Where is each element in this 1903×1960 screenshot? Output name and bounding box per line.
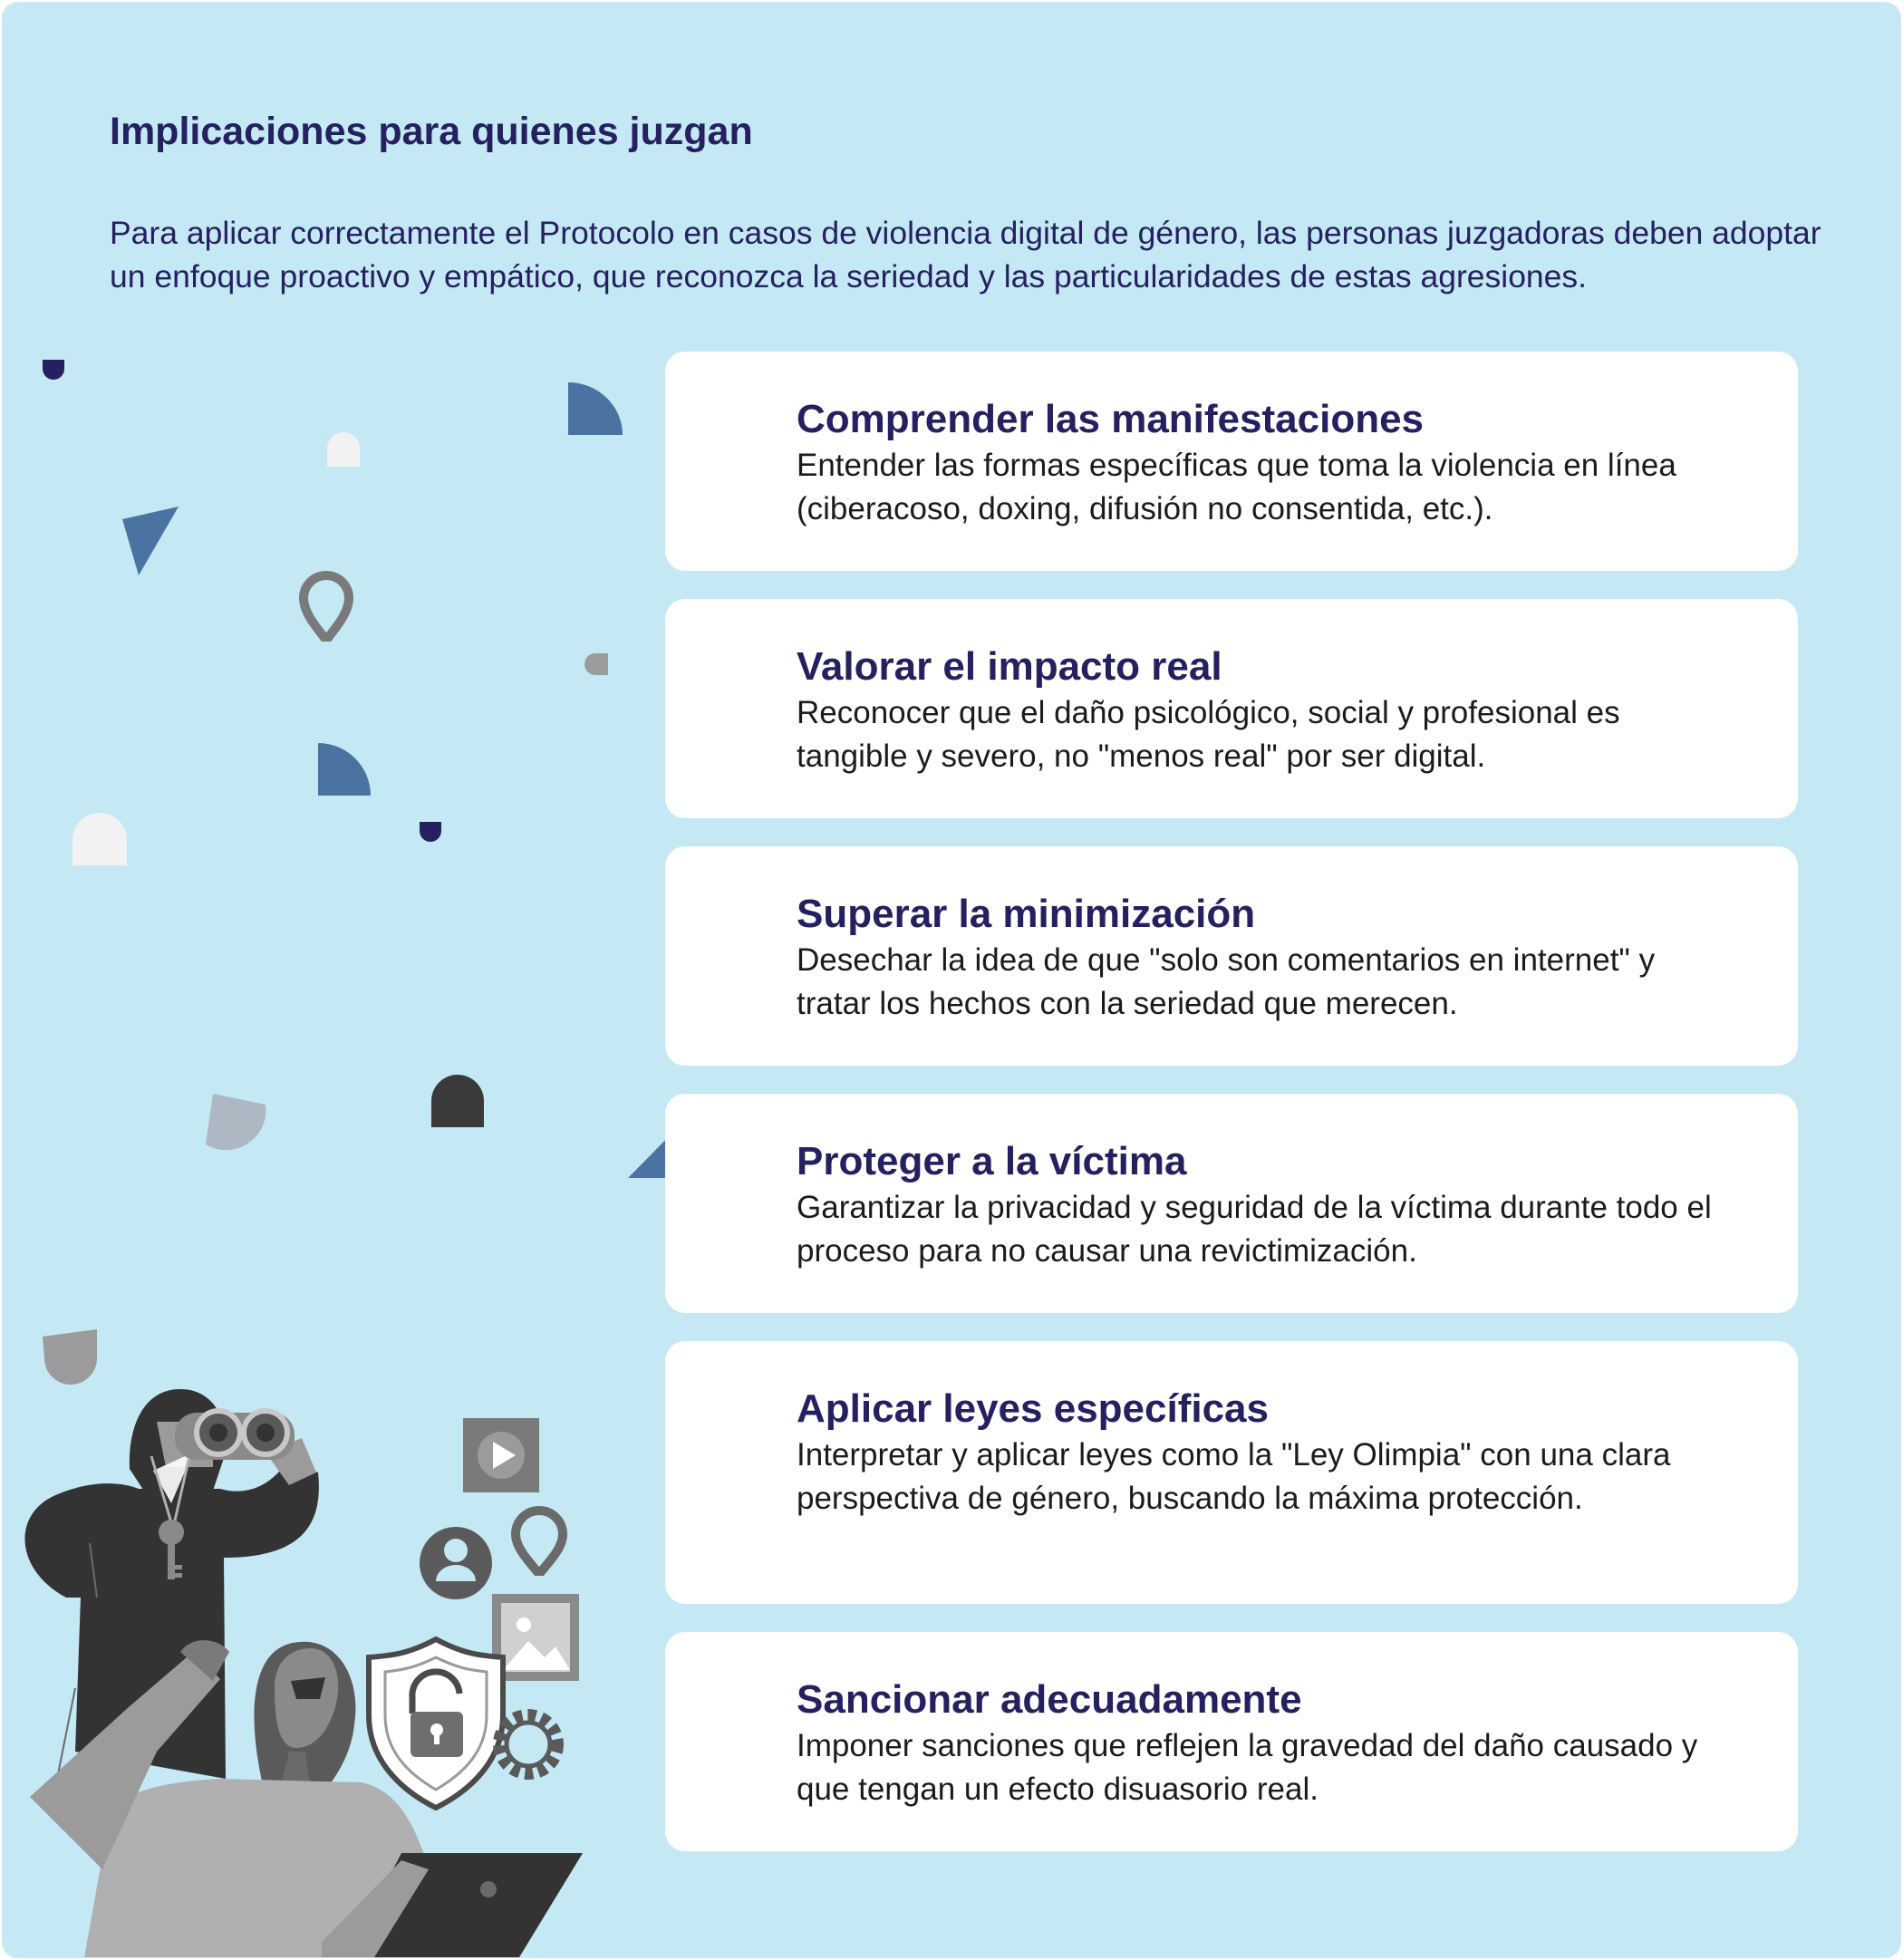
card-comprender <box>665 352 1798 571</box>
card-text: Garantizar la privacidad y seguridad de la víctima durante todo el proceso para no causar una revictimización. <box>797 1190 1712 1269</box>
shield-lock-icon <box>369 1639 503 1808</box>
intro-paragraph: Para aplicar correctamente el Protocolo en casos de violencia digital de género, las personas juzgadoras deben adoptar un enfoque proactivo y empático, que reconozca la seriedad y las particularidades de estas agresiones. <box>110 215 1821 294</box>
dark-arch-shape <box>431 1075 484 1127</box>
card-text: Imponer sanciones que reflejen la gravedad del daño causado y que tengan un efecto disuasorio real. <box>797 1728 1698 1807</box>
card-title: Aplicar leyes específicas <box>797 1386 1269 1431</box>
card-text: Interpretar y aplicar leyes como la "Ley Olimpia" con una clara perspectiva de género, buscando la máxima protección. <box>797 1437 1671 1516</box>
dark-drop-shape <box>43 360 64 380</box>
gear-icon <box>499 1715 557 1773</box>
card-superar <box>665 846 1798 1066</box>
quarter-circle-shape-2 <box>318 743 371 796</box>
card-text: Entender las formas específicas que toma la violencia en línea (ciberacoso, doxing, difusión no consentida, etc.). <box>797 448 1676 526</box>
card-title: Valorar el impacto real <box>797 644 1222 689</box>
user-icon <box>420 1527 492 1599</box>
gray-wedge-shape <box>206 1094 266 1150</box>
page-title: Implicaciones para quienes juzgan <box>110 110 753 153</box>
card-title: Proteger a la víctima <box>797 1139 1187 1183</box>
arch-shape <box>72 813 127 865</box>
card-title: Comprender las manifestaciones <box>797 397 1425 441</box>
card-text: Reconocer que el daño psicológico, social y profesional es tangible y severo, no "menos real" por ser digital. <box>797 695 1620 774</box>
quarter-circle-shape <box>568 382 623 435</box>
play-icon <box>463 1418 539 1492</box>
card-valorar <box>665 599 1798 818</box>
card-title: Sancionar adecuadamente <box>797 1677 1302 1722</box>
card-proteger <box>665 1094 1798 1313</box>
infographic-panel <box>2 2 1901 1958</box>
small-arch-shape <box>327 432 360 467</box>
small-half-shape <box>584 653 608 675</box>
dark-drop-shape-2 <box>420 822 441 842</box>
gray-cup-shape <box>43 1329 97 1385</box>
triangle-shape <box>122 507 179 575</box>
location-pin-icon-2 <box>516 1511 563 1576</box>
card-sancionar <box>665 1632 1798 1851</box>
card-title: Superar la minimización <box>797 892 1256 936</box>
location-pin-icon <box>304 575 349 642</box>
card-text: Desechar la idea de que "solo son comentarios en internet" y tratar los hechos con la seriedad que merecen. <box>797 942 1656 1021</box>
card-aplicar <box>665 1341 1798 1604</box>
